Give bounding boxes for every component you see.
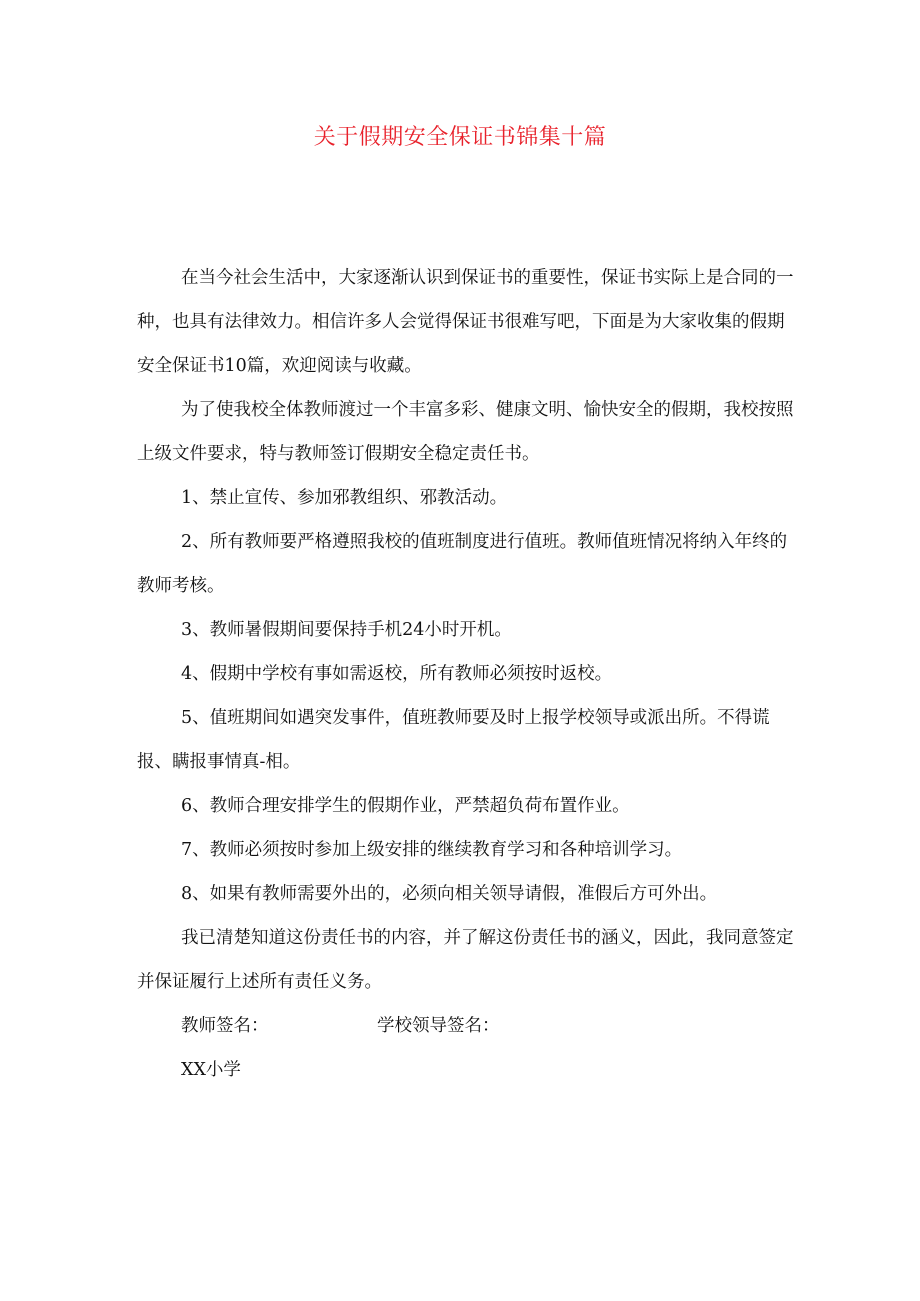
leader-signature-label: 学校领导签名： — [377, 1016, 500, 1036]
rule-item-1: 1、禁止宣传、参加邪教组织、邪教活动。 — [181, 488, 508, 508]
school-name: XX小学 — [181, 1060, 241, 1080]
rule-item-2: 2、所有教师要严格遵照我校的值班制度进行值班。教师值班情况将纳入年终的教师考核。 — [137, 532, 788, 596]
rule-item-6: 6、教师合理安排学生的假期作业，严禁超负荷布置作业。 — [181, 796, 630, 816]
document-body — [137, 256, 797, 1092]
rule-item-5: 5、值班期间如遇突发事件，值班教师要及时上报学校领导或派出所。不得谎报、瞒报事情真-相。 — [137, 708, 770, 772]
teacher-signature-label: 教师签名： — [181, 1016, 269, 1036]
intro-paragraph: 在当今社会生活中，大家逐渐认识到保证书的重要性，保证书实际上是合同的一种，也具有法律效力。相信许多人会觉得保证书很难写吧，下面是为大家收集的假期安全保证书10篇，欢迎阅读与收藏。 — [137, 268, 794, 376]
agreement-paragraph: 我已清楚知道这份责任书的内容，并了解这份责任书的涵义，因此，我同意签定并保证履行上述所有责任义务。 — [137, 928, 794, 992]
rule-item-4: 4、假期中学校有事如需返校，所有教师必须按时返校。 — [181, 664, 613, 684]
rule-item-8: 8、如果有教师需要外出的，必须向相关领导请假，准假后方可外出。 — [181, 884, 718, 904]
purpose-paragraph: 为了使我校全体教师渡过一个丰富多彩、健康文明、愉快安全的假期，我校按照上级文件要求，特与教师签订假期安全稳定责任书。 — [137, 400, 794, 464]
signature-row — [137, 1004, 797, 1048]
rule-item-3: 3、教师暑假期间要保持手机24小时开机。 — [181, 620, 512, 640]
rule-item-7: 7、教师必须按时参加上级安排的继续教育学习和各种培训学习。 — [181, 840, 683, 860]
document-title: 关于假期安全保证书锦集十篇 — [313, 125, 607, 150]
